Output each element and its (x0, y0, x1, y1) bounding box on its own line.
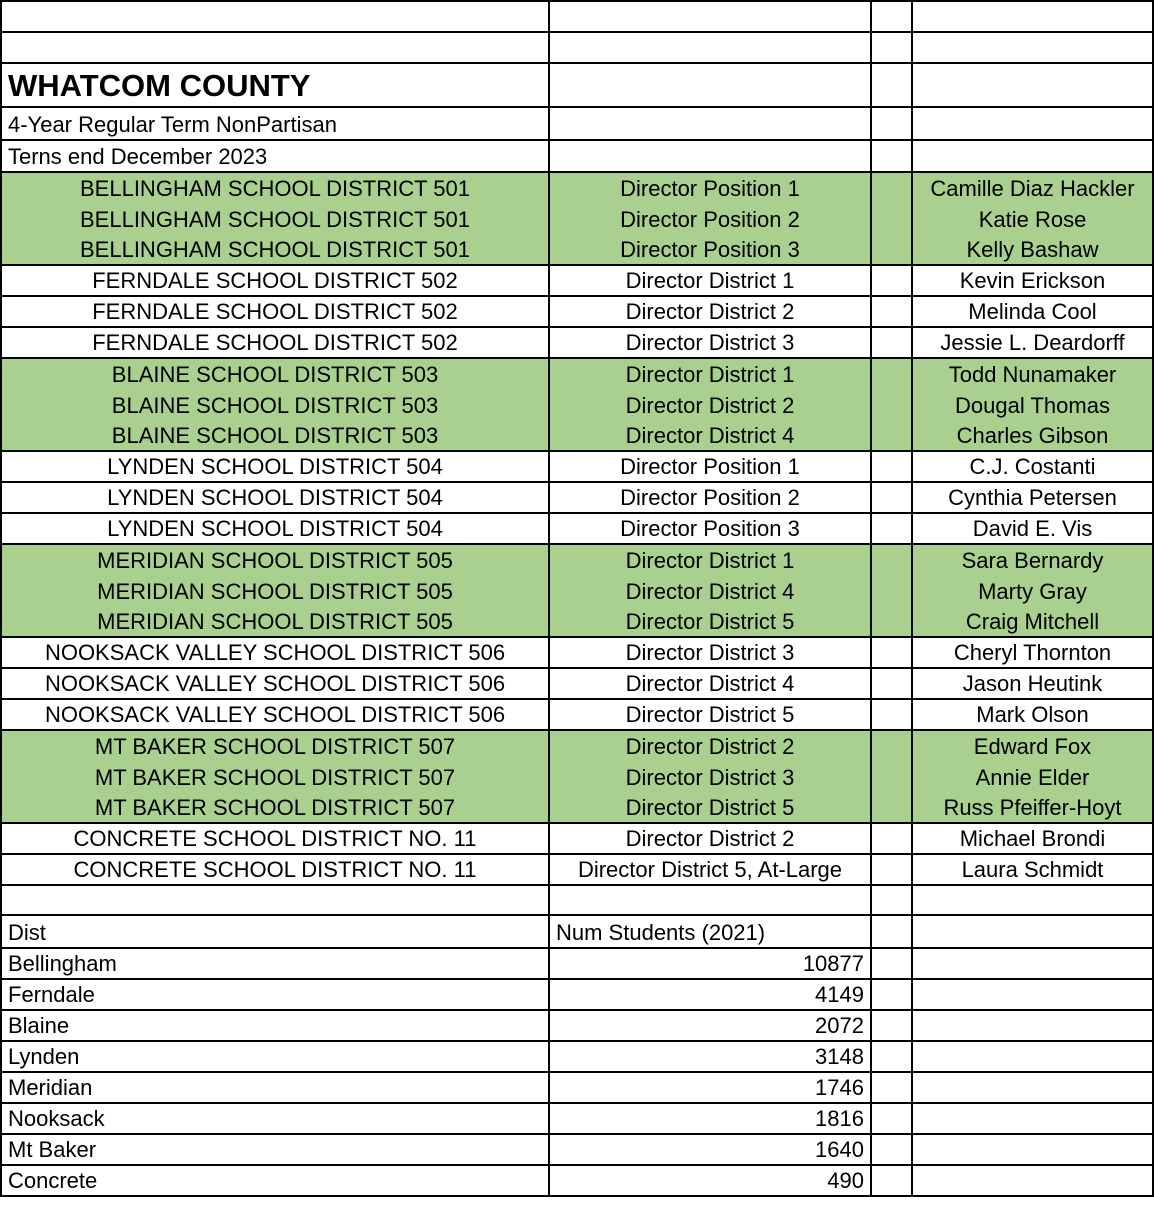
cell[interactable] (871, 823, 912, 854)
cell[interactable] (871, 265, 912, 296)
cell[interactable] (871, 575, 912, 606)
position-cell[interactable]: Director Position 3 (549, 234, 871, 265)
cell[interactable] (912, 1165, 1153, 1196)
cell[interactable] (871, 203, 912, 234)
cell[interactable] (912, 915, 1153, 948)
position-cell[interactable]: Director District 4 (549, 668, 871, 699)
cell[interactable] (871, 668, 912, 699)
cell[interactable] (871, 606, 912, 637)
cell[interactable] (871, 451, 912, 482)
num-students-cell[interactable]: 1746 (549, 1072, 871, 1103)
cell[interactable] (871, 107, 912, 140)
director-name-cell[interactable]: Charles Gibson (912, 420, 1153, 451)
cell[interactable] (871, 358, 912, 389)
dist-name-cell[interactable]: Ferndale (1, 979, 549, 1010)
position-cell[interactable]: Director District 1 (549, 358, 871, 389)
cell[interactable] (871, 637, 912, 668)
district-cell[interactable]: MT BAKER SCHOOL DISTRICT 507 (1, 730, 549, 761)
cell[interactable] (912, 979, 1153, 1010)
director-row (1, 854, 1153, 885)
cell[interactable] (549, 1, 871, 32)
cell[interactable] (871, 482, 912, 513)
cell[interactable] (549, 32, 871, 63)
students-row (1, 1134, 1153, 1165)
district-cell[interactable]: FERNDALE SCHOOL DISTRICT 502 (1, 265, 549, 296)
num-students-cell[interactable]: 10877 (549, 948, 871, 979)
cell[interactable] (871, 979, 912, 1010)
director-name-cell[interactable]: Russ Pfeiffer-Hoyt (912, 792, 1153, 823)
term-type[interactable]: 4-Year Regular Term NonPartisan (1, 107, 549, 140)
director-row (1, 575, 1153, 606)
num-students-header[interactable]: Num Students (2021) (549, 915, 871, 948)
position-cell[interactable]: Director District 4 (549, 575, 871, 606)
cell[interactable] (1, 885, 549, 915)
position-cell[interactable]: Director District 3 (549, 327, 871, 358)
students-row (1, 1072, 1153, 1103)
position-cell[interactable]: Director Position 2 (549, 203, 871, 234)
cell[interactable] (871, 389, 912, 420)
cell[interactable] (871, 915, 912, 948)
director-row (1, 699, 1153, 730)
term-end-row (1, 140, 1153, 172)
director-row (1, 327, 1153, 358)
cell[interactable] (871, 948, 912, 979)
director-row (1, 296, 1153, 327)
sheet-body (1, 1, 1153, 1196)
district-cell[interactable]: CONCRETE SCHOOL DISTRICT NO. 11 (1, 823, 549, 854)
district-cell[interactable]: MT BAKER SCHOOL DISTRICT 507 (1, 761, 549, 792)
director-name-cell[interactable]: Jessie L. Deardorff (912, 327, 1153, 358)
district-cell[interactable]: FERNDALE SCHOOL DISTRICT 502 (1, 327, 549, 358)
students-row (1, 948, 1153, 979)
students-row (1, 1010, 1153, 1041)
num-students-cell[interactable]: 490 (549, 1165, 871, 1196)
director-row (1, 389, 1153, 420)
cell[interactable] (871, 1, 912, 32)
director-name-cell[interactable]: Cheryl Thornton (912, 637, 1153, 668)
cell[interactable] (871, 420, 912, 451)
director-name-cell[interactable]: Katie Rose (912, 203, 1153, 234)
dist-name-cell[interactable]: Bellingham (1, 948, 549, 979)
director-name-cell[interactable]: Melinda Cool (912, 296, 1153, 327)
dist-name-cell[interactable]: Mt Baker (1, 1134, 549, 1165)
blank-row (1, 32, 1153, 63)
director-name-cell[interactable]: Annie Elder (912, 761, 1153, 792)
cell[interactable] (871, 63, 912, 107)
cell[interactable] (912, 63, 1153, 107)
cell[interactable] (871, 513, 912, 544)
position-cell[interactable]: Director District 2 (549, 296, 871, 327)
district-cell[interactable]: MERIDIAN SCHOOL DISTRICT 505 (1, 606, 549, 637)
position-cell[interactable]: Director District 1 (549, 265, 871, 296)
cell[interactable] (871, 1103, 912, 1134)
district-cell[interactable]: NOOKSACK VALLEY SCHOOL DISTRICT 506 (1, 637, 549, 668)
position-cell[interactable]: Director District 1 (549, 544, 871, 575)
num-students-cell[interactable]: 3148 (549, 1041, 871, 1072)
director-name-cell[interactable]: David E. Vis (912, 513, 1153, 544)
director-row (1, 637, 1153, 668)
director-row (1, 792, 1153, 823)
position-cell[interactable]: Director District 2 (549, 823, 871, 854)
county-title[interactable]: WHATCOM COUNTY (1, 63, 549, 107)
cell[interactable] (912, 1041, 1153, 1072)
cell[interactable] (871, 1072, 912, 1103)
director-row (1, 606, 1153, 637)
district-cell[interactable]: BLAINE SCHOOL DISTRICT 503 (1, 389, 549, 420)
director-name-cell[interactable]: Cynthia Petersen (912, 482, 1153, 513)
position-cell[interactable]: Director District 5 (549, 792, 871, 823)
district-cell[interactable]: BELLINGHAM SCHOOL DISTRICT 501 (1, 172, 549, 203)
cell[interactable] (912, 140, 1153, 172)
director-name-cell[interactable]: Todd Nunamaker (912, 358, 1153, 389)
cell[interactable] (871, 699, 912, 730)
dist-name-cell[interactable]: Meridian (1, 1072, 549, 1103)
cell[interactable] (912, 1103, 1153, 1134)
district-cell[interactable]: LYNDEN SCHOOL DISTRICT 504 (1, 513, 549, 544)
director-name-cell[interactable]: Dougal Thomas (912, 389, 1153, 420)
cell[interactable] (871, 1041, 912, 1072)
director-row (1, 730, 1153, 761)
director-name-cell[interactable]: Edward Fox (912, 730, 1153, 761)
num-students-cell[interactable]: 4149 (549, 979, 871, 1010)
position-cell[interactable]: Director District 2 (549, 730, 871, 761)
director-name-cell[interactable]: Kelly Bashaw (912, 234, 1153, 265)
cell[interactable] (912, 1134, 1153, 1165)
cell[interactable] (871, 761, 912, 792)
director-row (1, 823, 1153, 854)
num-students-cell[interactable]: 2072 (549, 1010, 871, 1041)
district-cell[interactable]: LYNDEN SCHOOL DISTRICT 504 (1, 451, 549, 482)
cell[interactable] (871, 32, 912, 63)
position-cell[interactable]: Director District 5 (549, 606, 871, 637)
director-row (1, 358, 1153, 389)
cell[interactable] (871, 854, 912, 885)
cell[interactable] (871, 1134, 912, 1165)
position-cell[interactable]: Director Position 1 (549, 172, 871, 203)
position-cell[interactable]: Director Position 2 (549, 482, 871, 513)
director-row (1, 482, 1153, 513)
cell[interactable] (871, 140, 912, 172)
cell[interactable] (912, 32, 1153, 63)
cell[interactable] (1, 32, 549, 63)
position-cell[interactable]: Director Position 3 (549, 513, 871, 544)
district-cell[interactable]: MT BAKER SCHOOL DISTRICT 507 (1, 792, 549, 823)
cell[interactable] (871, 730, 912, 761)
director-row (1, 420, 1153, 451)
position-cell[interactable]: Director District 3 (549, 637, 871, 668)
district-cell[interactable]: BELLINGHAM SCHOOL DISTRICT 501 (1, 234, 549, 265)
position-cell[interactable]: Director Position 1 (549, 451, 871, 482)
term-type-row (1, 107, 1153, 140)
cell[interactable] (912, 1010, 1153, 1041)
position-cell[interactable]: Director District 5, At-Large (549, 854, 871, 885)
dist-name-cell[interactable]: Nooksack (1, 1103, 549, 1134)
title-row (1, 63, 1153, 107)
director-name-cell[interactable]: Laura Schmidt (912, 854, 1153, 885)
district-cell[interactable]: MERIDIAN SCHOOL DISTRICT 505 (1, 575, 549, 606)
cell[interactable] (549, 63, 871, 107)
dist-header[interactable]: Dist (1, 915, 549, 948)
students-row (1, 1165, 1153, 1196)
cell[interactable] (871, 792, 912, 823)
director-row (1, 203, 1153, 234)
director-name-cell[interactable]: Sara Bernardy (912, 544, 1153, 575)
director-name-cell[interactable]: Mark Olson (912, 699, 1153, 730)
cell[interactable] (549, 107, 871, 140)
district-cell[interactable]: NOOKSACK VALLEY SCHOOL DISTRICT 506 (1, 699, 549, 730)
term-end[interactable]: Terns end December 2023 (1, 140, 549, 172)
cell[interactable] (871, 1165, 912, 1196)
num-students-cell[interactable]: 1816 (549, 1103, 871, 1134)
district-cell[interactable]: BELLINGHAM SCHOOL DISTRICT 501 (1, 203, 549, 234)
director-name-cell[interactable]: Jason Heutink (912, 668, 1153, 699)
cell[interactable] (549, 885, 871, 915)
director-row (1, 172, 1153, 203)
director-row (1, 761, 1153, 792)
cell[interactable] (1, 1, 549, 32)
students-header-row (1, 915, 1153, 948)
cell[interactable] (871, 885, 912, 915)
director-row (1, 451, 1153, 482)
cell[interactable] (871, 234, 912, 265)
director-name-cell[interactable]: Camille Diaz Hackler (912, 172, 1153, 203)
director-row (1, 234, 1153, 265)
district-cell[interactable]: BLAINE SCHOOL DISTRICT 503 (1, 420, 549, 451)
students-row (1, 1041, 1153, 1072)
district-cell[interactable]: FERNDALE SCHOOL DISTRICT 502 (1, 296, 549, 327)
cell[interactable] (871, 1010, 912, 1041)
director-row (1, 513, 1153, 544)
district-cell[interactable]: CONCRETE SCHOOL DISTRICT NO. 11 (1, 854, 549, 885)
cell[interactable] (912, 885, 1153, 915)
cell[interactable] (871, 327, 912, 358)
cell[interactable] (871, 544, 912, 575)
students-row (1, 1103, 1153, 1134)
students-row (1, 979, 1153, 1010)
director-name-cell[interactable]: C.J. Costanti (912, 451, 1153, 482)
cell[interactable] (912, 948, 1153, 979)
director-row (1, 544, 1153, 575)
district-cell[interactable]: NOOKSACK VALLEY SCHOOL DISTRICT 506 (1, 668, 549, 699)
position-cell[interactable]: Director District 3 (549, 761, 871, 792)
dist-name-cell[interactable]: Lynden (1, 1041, 549, 1072)
position-cell[interactable]: Director District 4 (549, 420, 871, 451)
director-name-cell[interactable]: Michael Brondi (912, 823, 1153, 854)
position-cell[interactable]: Director District 2 (549, 389, 871, 420)
district-cell[interactable]: MERIDIAN SCHOOL DISTRICT 505 (1, 544, 549, 575)
cell[interactable] (912, 1, 1153, 32)
cell[interactable] (549, 140, 871, 172)
cell[interactable] (912, 107, 1153, 140)
cell[interactable] (912, 1072, 1153, 1103)
dist-name-cell[interactable]: Concrete (1, 1165, 549, 1196)
cell[interactable] (871, 296, 912, 327)
blank-row (1, 885, 1153, 915)
district-cell[interactable]: LYNDEN SCHOOL DISTRICT 504 (1, 482, 549, 513)
num-students-cell[interactable]: 1640 (549, 1134, 871, 1165)
dist-name-cell[interactable]: Blaine (1, 1010, 549, 1041)
position-cell[interactable]: Director District 5 (549, 699, 871, 730)
director-name-cell[interactable]: Kevin Erickson (912, 265, 1153, 296)
district-cell[interactable]: BLAINE SCHOOL DISTRICT 503 (1, 358, 549, 389)
director-name-cell[interactable]: Marty Gray (912, 575, 1153, 606)
director-row (1, 265, 1153, 296)
cell[interactable] (871, 172, 912, 203)
blank-row (1, 1, 1153, 32)
director-name-cell[interactable]: Craig Mitchell (912, 606, 1153, 637)
director-row (1, 668, 1153, 699)
